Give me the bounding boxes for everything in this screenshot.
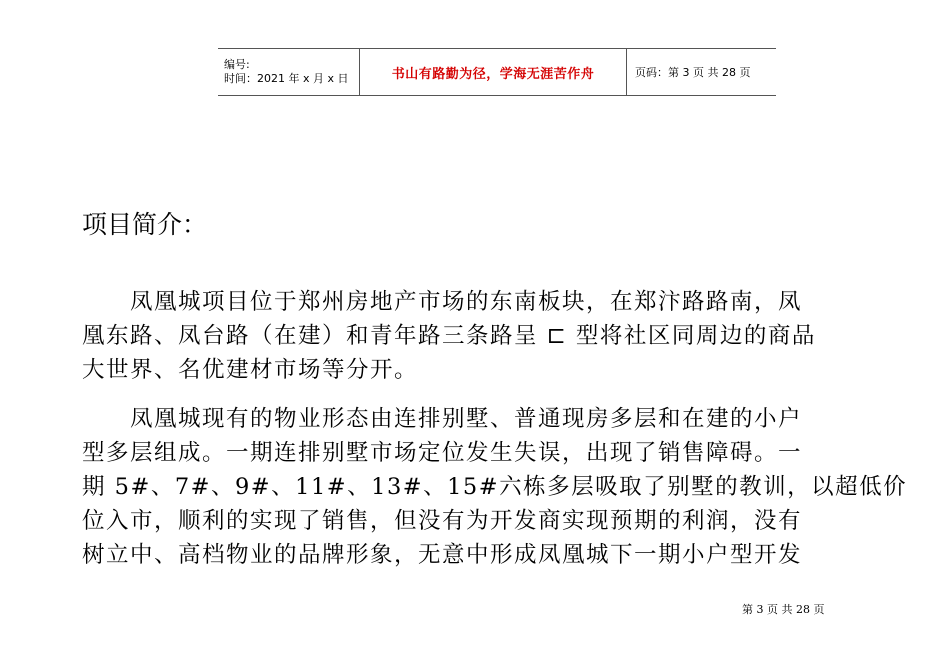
page-footer: 第 3 页 共 28 页 <box>742 603 825 616</box>
paragraph-line: 凰东路、凤台路（在建）和青年路三条路呈 ⊏ 型将社区同周边的商品 <box>82 323 816 349</box>
paragraph-1 <box>82 285 916 387</box>
paragraph-line: 大世界、名优建材市场等分开。 <box>82 357 419 383</box>
header-meta <box>218 49 360 95</box>
paragraph-line: 位入市，顺利的实现了销售，但没有为开发商实现预期的利润，没有 <box>82 508 803 534</box>
paragraph-line: 凤凰城现有的物业形态由连排别墅、普通现房多层和在建的小户 <box>82 406 803 432</box>
paragraph-2 <box>82 402 916 572</box>
date-label: 时间：2021 年 x 月 x 日 <box>224 72 349 85</box>
paragraph-line: 型多层组成。一期连排别墅市场定位发生失误，出现了销售障碍。一 <box>82 440 803 466</box>
paragraph-line: 凤凰城项目位于郑州房地产市场的东南板块，在郑汴路路南，凤 <box>82 289 803 315</box>
section-title: 项目简介： <box>82 210 208 239</box>
header-motto: 书山有路勤为径，学海无涯苦作舟 <box>360 49 627 95</box>
paragraph-line: 树立中、高档物业的品牌形象，无意中形成凤凰城下一期小户型开发 <box>82 542 803 568</box>
body-text <box>82 285 916 587</box>
header-page-code: 页码：第 3 页 共 28 页 <box>635 66 751 79</box>
paragraph-line: 期 5#、7#、9#、11#、13#、15#六栋多层吸取了别墅的教训，以超低价 <box>82 474 908 500</box>
serial-label: 编号: <box>224 58 250 71</box>
page-header <box>218 48 776 96</box>
